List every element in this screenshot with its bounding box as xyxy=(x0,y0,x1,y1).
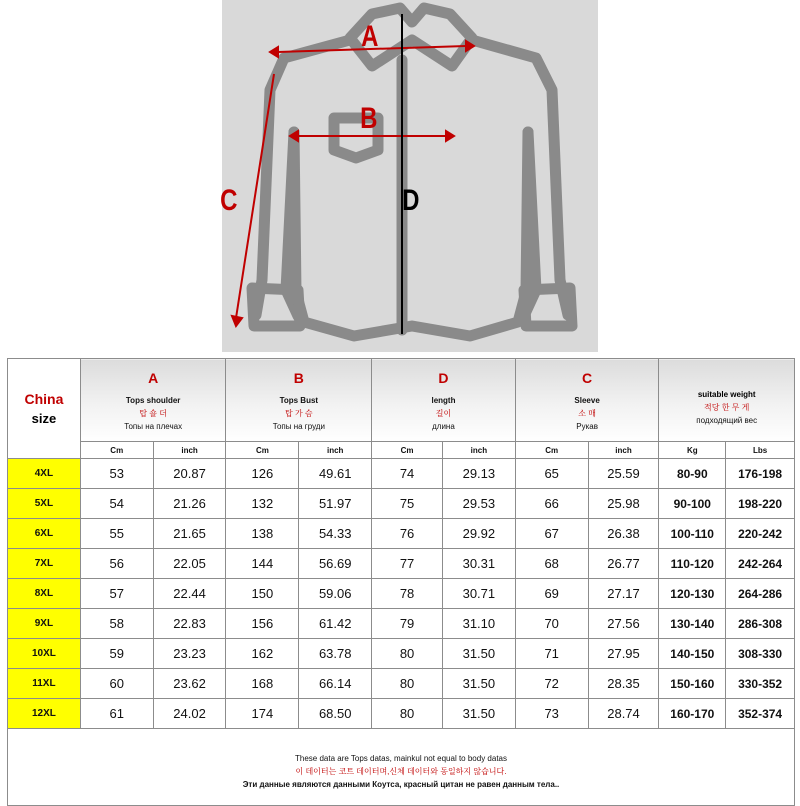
shoulder-inch: 22.05 xyxy=(153,549,226,579)
sleeve-inch: 27.56 xyxy=(588,609,659,639)
dimension-b-label: B xyxy=(360,102,378,135)
weight-kg: 100-110 xyxy=(659,519,726,549)
length-cm: 78 xyxy=(372,579,443,609)
shoulder-inch: 23.23 xyxy=(153,639,226,669)
length-letter: D xyxy=(438,369,449,386)
sleeve-inch: 28.74 xyxy=(588,699,659,729)
sleeve-inch: 26.38 xyxy=(588,519,659,549)
shoulder-ru: Топы на плечах xyxy=(124,421,183,431)
weight-lbs: 286-308 xyxy=(726,609,795,639)
length-inch: 30.31 xyxy=(442,549,515,579)
length-cm: 77 xyxy=(372,549,443,579)
dimension-c-label: C xyxy=(220,184,238,217)
weight-en: suitable weight xyxy=(697,389,756,399)
china-size-header xyxy=(8,359,81,459)
weight-lbs: 308-330 xyxy=(726,639,795,669)
size-label-cell: 8XL xyxy=(8,579,81,609)
length-inch: 31.50 xyxy=(442,639,515,669)
shoulder-letter: A xyxy=(148,369,159,386)
sleeve-header xyxy=(515,359,659,442)
size-rows xyxy=(8,459,795,729)
unit-kg: Kg xyxy=(659,442,726,459)
sleeve-inch: 25.98 xyxy=(588,489,659,519)
table-row xyxy=(8,489,795,519)
shoulder-cm: 57 xyxy=(80,579,153,609)
sleeve-inch: 27.95 xyxy=(588,639,659,669)
bust-inch: 56.69 xyxy=(299,549,372,579)
bust-inch: 63.78 xyxy=(299,639,372,669)
length-inch: 30.71 xyxy=(442,579,515,609)
size-label-cell: 6XL xyxy=(8,519,81,549)
footnote-ko: 이 데이터는 코트 데이터며,신체 데이터와 동일하지 않습니다. xyxy=(295,766,507,776)
length-inch: 29.92 xyxy=(442,519,515,549)
length-cm: 79 xyxy=(372,609,443,639)
unit-inch: inch xyxy=(442,442,515,459)
length-inch: 31.50 xyxy=(442,669,515,699)
bust-cm: 126 xyxy=(226,459,299,489)
bust-ko: 탑 가 슴 xyxy=(285,408,313,418)
table-row xyxy=(8,579,795,609)
length-cm: 75 xyxy=(372,489,443,519)
shoulder-cm: 53 xyxy=(80,459,153,489)
weight-lbs: 220-242 xyxy=(726,519,795,549)
sleeve-inch: 25.59 xyxy=(588,459,659,489)
weight-lbs: 352-374 xyxy=(726,699,795,729)
sleeve-cm: 71 xyxy=(515,639,588,669)
bust-cm: 144 xyxy=(226,549,299,579)
unit-cm: Cm xyxy=(372,442,443,459)
bust-cm: 168 xyxy=(226,669,299,699)
length-cm: 76 xyxy=(372,519,443,549)
dimension-d-label: D xyxy=(402,184,420,217)
shoulder-cm: 58 xyxy=(80,609,153,639)
sleeve-cm: 66 xyxy=(515,489,588,519)
sleeve-cm: 73 xyxy=(515,699,588,729)
table-row xyxy=(8,519,795,549)
length-inch: 29.53 xyxy=(442,489,515,519)
size-label: size xyxy=(31,410,57,426)
weight-lbs: 176-198 xyxy=(726,459,795,489)
weight-lbs: 198-220 xyxy=(726,489,795,519)
table-row xyxy=(8,639,795,669)
table-row xyxy=(8,699,795,729)
unit-cm: Cm xyxy=(515,442,588,459)
shoulder-cm: 54 xyxy=(80,489,153,519)
sleeve-cm: 69 xyxy=(515,579,588,609)
weight-kg: 120-130 xyxy=(659,579,726,609)
bust-inch: 68.50 xyxy=(299,699,372,729)
size-label-cell: 7XL xyxy=(8,549,81,579)
bust-header xyxy=(226,359,372,442)
shoulder-inch: 24.02 xyxy=(153,699,226,729)
unit-row xyxy=(8,442,795,459)
size-label-cell: 5XL xyxy=(8,489,81,519)
weight-kg: 150-160 xyxy=(659,669,726,699)
sleeve-cm: 67 xyxy=(515,519,588,549)
sleeve-inch: 26.77 xyxy=(588,549,659,579)
china-label: China xyxy=(24,390,64,407)
size-chart-table xyxy=(7,358,795,806)
weight-kg: 140-150 xyxy=(659,639,726,669)
weight-lbs: 330-352 xyxy=(726,669,795,699)
table-header-row xyxy=(8,359,795,442)
bust-cm: 162 xyxy=(226,639,299,669)
bust-en: Tops Bust xyxy=(279,395,319,405)
weight-kg: 160-170 xyxy=(659,699,726,729)
table-row xyxy=(8,609,795,639)
length-cm: 74 xyxy=(372,459,443,489)
shoulder-cm: 55 xyxy=(80,519,153,549)
shoulder-cm: 61 xyxy=(80,699,153,729)
table-row xyxy=(8,669,795,699)
shoulder-cm: 59 xyxy=(80,639,153,669)
length-ru: длина xyxy=(432,421,455,431)
weight-header xyxy=(659,359,795,442)
size-label-cell: 11XL xyxy=(8,669,81,699)
unit-cm: Cm xyxy=(80,442,153,459)
bust-cm: 174 xyxy=(226,699,299,729)
length-header xyxy=(372,359,516,442)
bust-cm: 156 xyxy=(226,609,299,639)
shoulder-inch: 22.83 xyxy=(153,609,226,639)
size-label-cell: 4XL xyxy=(8,459,81,489)
footnote-row xyxy=(8,729,795,806)
sleeve-cm: 68 xyxy=(515,549,588,579)
size-label-cell: 9XL xyxy=(8,609,81,639)
length-inch: 29.13 xyxy=(442,459,515,489)
shoulder-cm: 56 xyxy=(80,549,153,579)
length-inch: 31.50 xyxy=(442,699,515,729)
weight-kg: 90-100 xyxy=(659,489,726,519)
length-cm: 80 xyxy=(372,699,443,729)
sleeve-en: Sleeve xyxy=(574,395,600,405)
dimension-a-label: A xyxy=(361,20,379,53)
table-row xyxy=(8,459,795,489)
sleeve-ru: Рукав xyxy=(576,421,598,431)
shoulder-en: Tops shoulder xyxy=(125,395,181,405)
bust-inch: 61.42 xyxy=(299,609,372,639)
unit-lbs: Lbs xyxy=(726,442,795,459)
bust-letter: B xyxy=(293,369,304,386)
weight-lbs: 242-264 xyxy=(726,549,795,579)
bust-inch: 49.61 xyxy=(299,459,372,489)
sleeve-ko: 소 매 xyxy=(578,408,596,418)
weight-kg: 110-120 xyxy=(659,549,726,579)
bust-cm: 150 xyxy=(226,579,299,609)
bust-inch: 51.97 xyxy=(299,489,372,519)
length-cm: 80 xyxy=(372,639,443,669)
footnote-ru: Эти данные являются данными Коутса, красный цитан не равен данным тела.. xyxy=(242,779,560,789)
unit-inch: inch xyxy=(153,442,226,459)
sleeve-cm: 70 xyxy=(515,609,588,639)
sleeve-cm: 72 xyxy=(515,669,588,699)
shoulder-inch: 21.26 xyxy=(153,489,226,519)
shirt-measurement-diagram xyxy=(222,0,598,352)
length-en: length xyxy=(431,395,456,405)
unit-cm: Cm xyxy=(226,442,299,459)
weight-kg: 80-90 xyxy=(659,459,726,489)
weight-lbs: 264-286 xyxy=(726,579,795,609)
shoulder-cm: 60 xyxy=(80,669,153,699)
unit-inch: inch xyxy=(299,442,372,459)
weight-ru: подходящий вес xyxy=(696,415,758,425)
shoulder-inch: 20.87 xyxy=(153,459,226,489)
bust-ru: Топы на груди xyxy=(272,421,325,431)
bust-inch: 54.33 xyxy=(299,519,372,549)
bust-inch: 59.06 xyxy=(299,579,372,609)
table-row xyxy=(8,549,795,579)
bust-inch: 66.14 xyxy=(299,669,372,699)
shirt-outline-icon xyxy=(222,0,598,352)
length-inch: 31.10 xyxy=(442,609,515,639)
unit-inch: inch xyxy=(588,442,659,459)
shoulder-header xyxy=(80,359,226,442)
footnote xyxy=(8,729,795,806)
shoulder-ko: 탑 숄 더 xyxy=(139,408,167,418)
bust-cm: 138 xyxy=(226,519,299,549)
size-label-cell: 10XL xyxy=(8,639,81,669)
footnote-en: These data are Tops datas, mainkul not equal to body datas xyxy=(295,753,507,763)
bust-cm: 132 xyxy=(226,489,299,519)
length-cm: 80 xyxy=(372,669,443,699)
sleeve-letter: C xyxy=(582,369,593,386)
weight-kg: 130-140 xyxy=(659,609,726,639)
shoulder-inch: 22.44 xyxy=(153,579,226,609)
length-ko: 길이 xyxy=(435,408,452,418)
sleeve-inch: 28.35 xyxy=(588,669,659,699)
size-label-cell: 12XL xyxy=(8,699,81,729)
sleeve-inch: 27.17 xyxy=(588,579,659,609)
shoulder-inch: 21.65 xyxy=(153,519,226,549)
weight-ko: 적당 한 무 게 xyxy=(704,402,750,412)
shoulder-inch: 23.62 xyxy=(153,669,226,699)
sleeve-cm: 65 xyxy=(515,459,588,489)
